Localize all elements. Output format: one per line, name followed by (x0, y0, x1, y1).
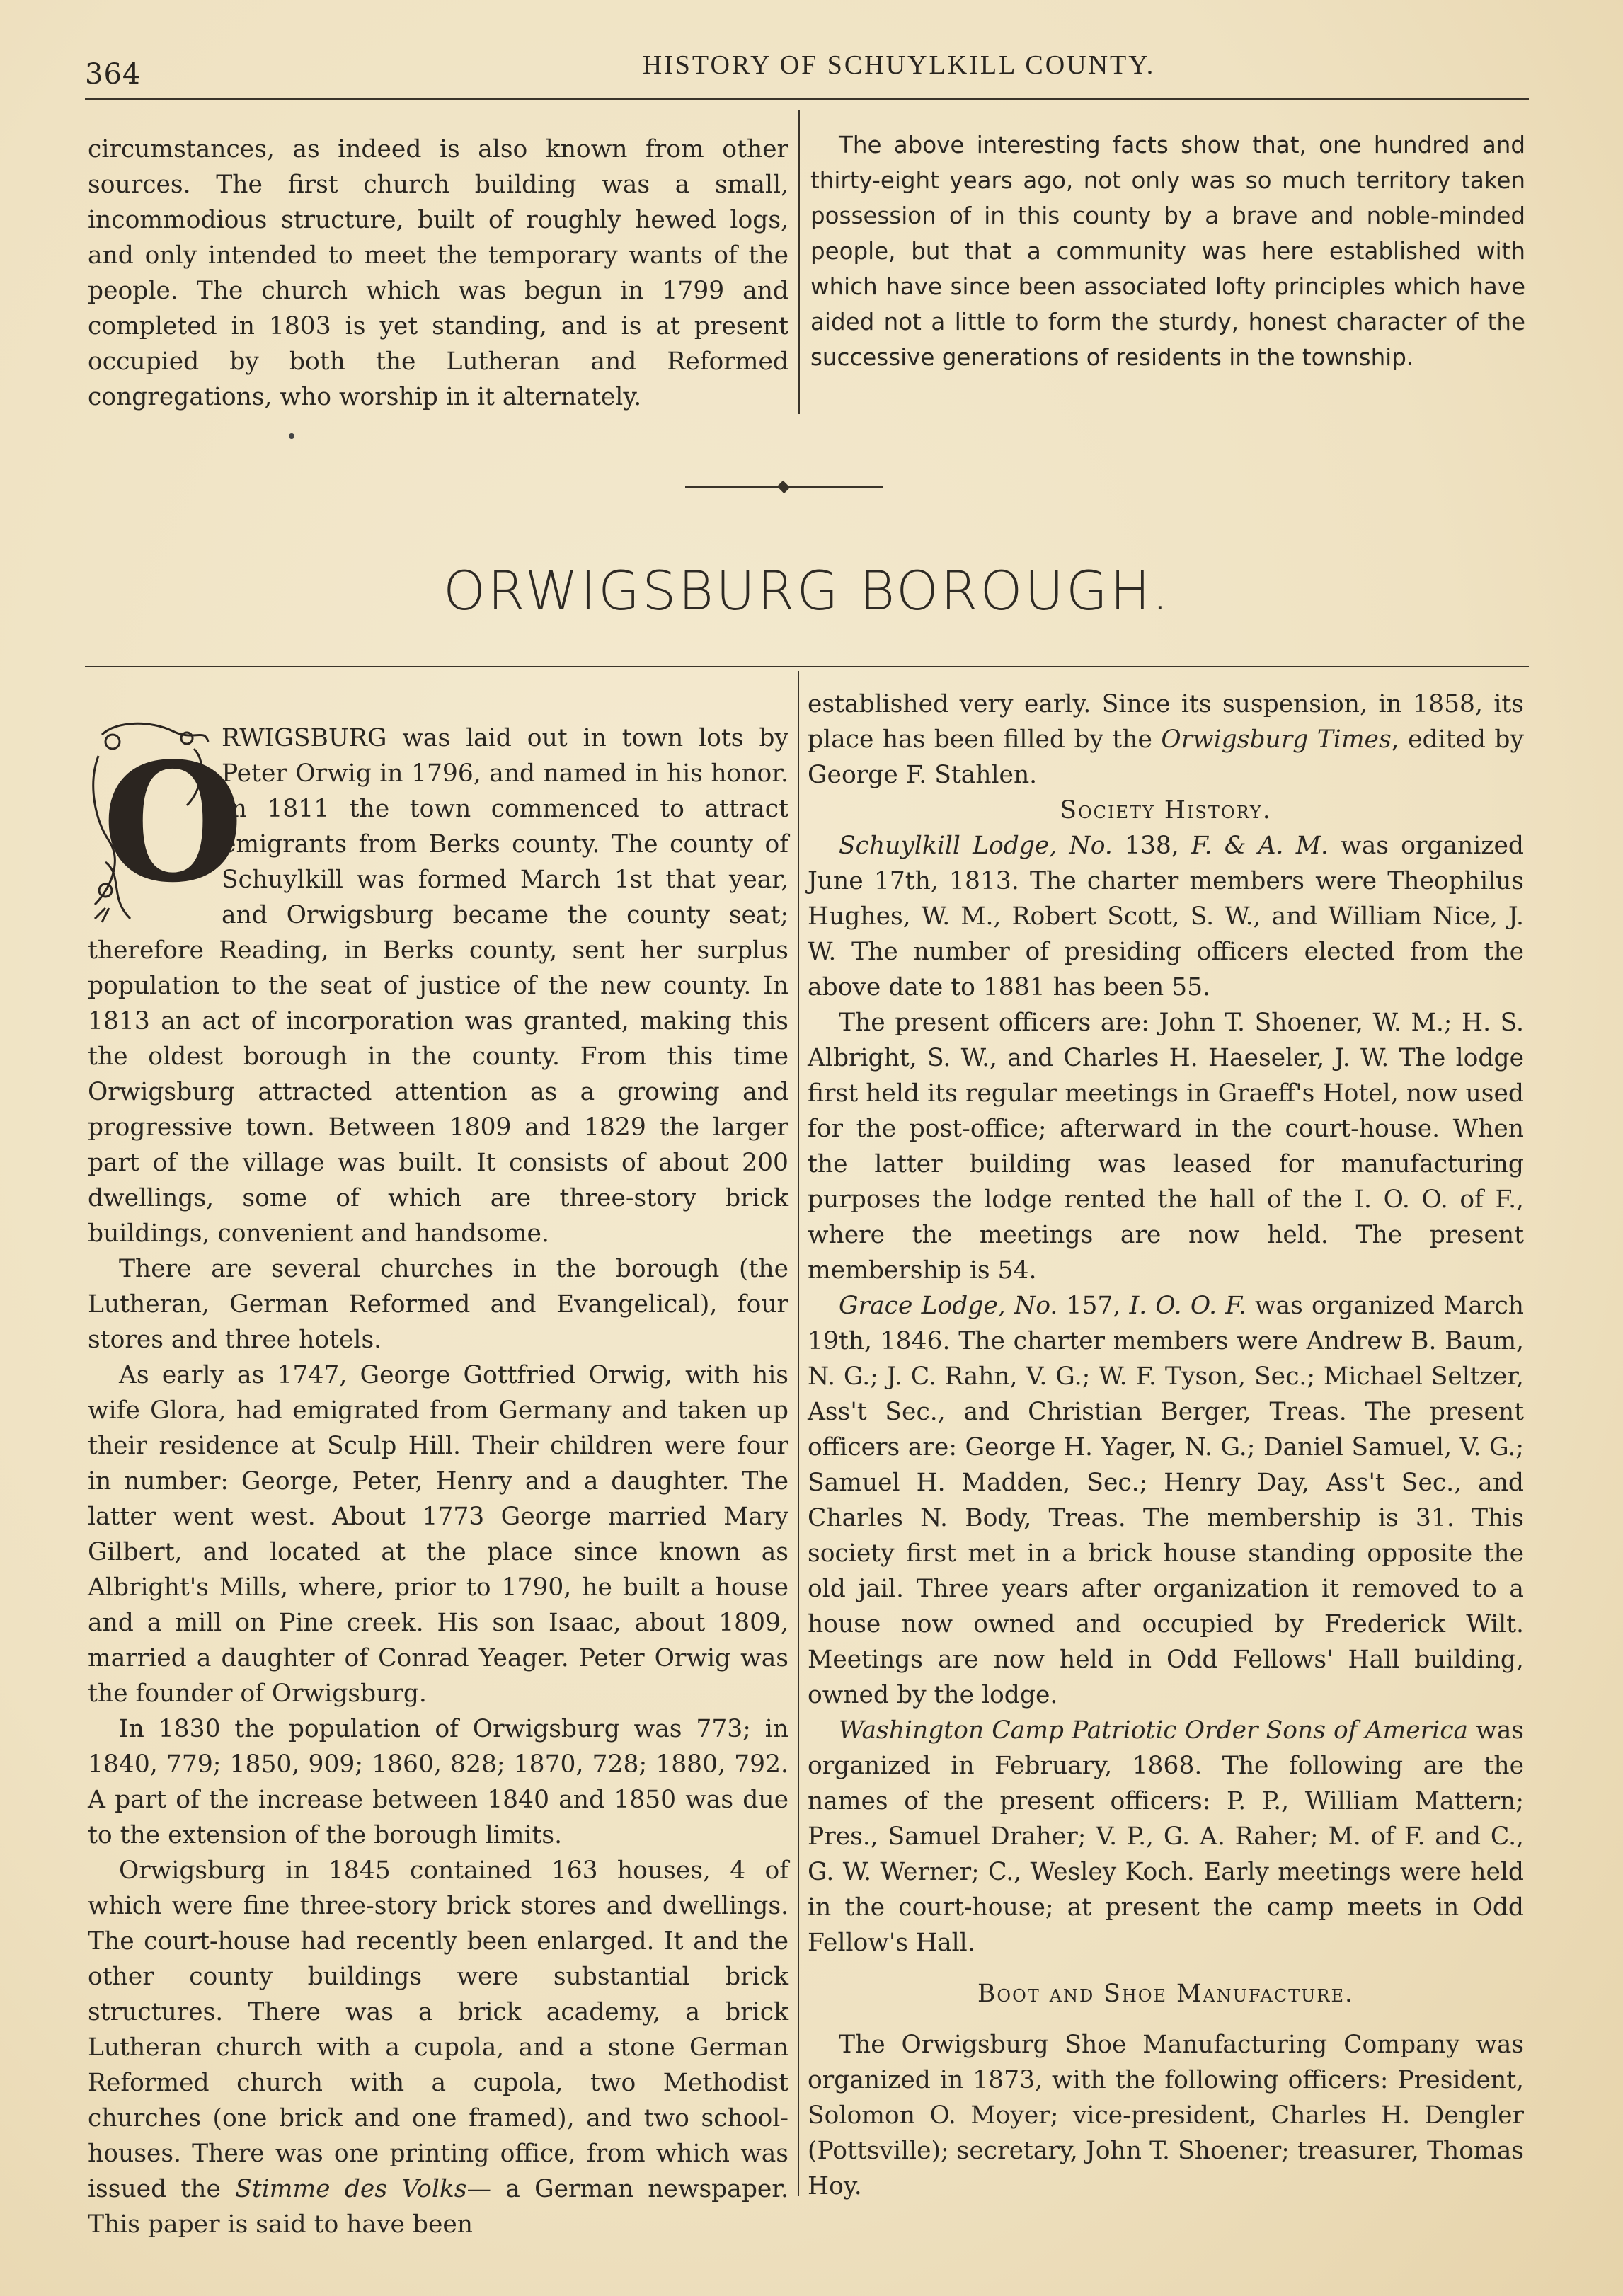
society-history-heading: Society History. (1060, 796, 1272, 825)
text-span: was organized March 19th, 1846. The charter members were Andrew B. Baum, N. G.; J. C. Rahn, V. G.; W. F. Tyson, Sec.; Michael Seltzer, Ass't Sec., and Christian Berger, Treas. The present officers are: George H. Yager, N. G.; Daniel Samuel, V. G.; Samuel H. Madden, Sec.; Henry Day, Ass't Sec., and Charles N. Body, Treas. The membership is 31. This society first met in a brick house standing opposite the old jail. Three years after organization it removed to a house now owned and occupied by Frederick Wilt. Meetings are now held in Odd Fellows' Hall building, owned by the lodge. (808, 1292, 1525, 1709)
camp-name: Washington Camp Patriotic Order Sons of America (839, 1716, 1469, 1745)
ornamental-dropcap (88, 721, 244, 929)
page-number: 364 (85, 58, 142, 91)
dropcap-letter: O (102, 728, 244, 919)
running-title: HISTORY OF SCHUYLKILL COUNTY. (642, 50, 1156, 80)
text-span: 138, (1112, 832, 1192, 860)
left-column (88, 721, 788, 2242)
top-right-paragraph: The above interesting facts show that, one hundred and thirty-eight years ago, not only was so much territory taken possession of in this county by a brave and noble-minded people, but that a community was here established with which have since been associated lofty principles which have aided not a little to form the sturdy, honest character of the successive generations of residents in the township. (810, 132, 1525, 371)
section-rule (85, 666, 1529, 667)
right-column (808, 687, 1524, 2204)
orwig-family-paragraph: As early as 1747, George Gottfried Orwig, with his wife Glora, had emigrated from Germany and taken up their residence at Sculp Hill. Their children were four in number: George, Peter, Henry and a daughter. The latter went west. About 1773 George married Mary Gilbert, and located at the place since known as Albright's Mills, where, prior to 1790, he built a house and a mill on Pine creek. His son Isaac, about 1809, married a daughter of Conrad Yeager. Peter Orwig was the founder of Orwigsburg. (88, 1361, 788, 1708)
intro-paragraph: RWIGSBURG was laid out in town lots by Peter Orwig in 1796, and named in his honor. In 1811 the town commenced to attract emigrants from Berks county. The county of Schuylkill was formed March 1st that year, and Orwigsburg became the county seat; therefore Reading, in Berks county, sent her surplus population to the seat of justice of the new county. In 1813 an act of incorporation was granted, making this the oldest borough in the county. From this time Orwigsburg attracted attention as a growing and progressive town. Between 1809 and 1829 the larger part of the village was built. It consists of about 200 dwellings, some of which are three-story brick buildings, convenient and handsome. (88, 724, 788, 1248)
text-span: was organized June 17th, 1813. The charter members were Theophilus Hughes, W. M., Robert Scott, S. W., and William Nice, J. W. The number of presiding officers elected from the above date to 1881 has been 55. (808, 832, 1524, 1001)
lodge-order: F. & A. M. (1191, 832, 1329, 860)
newspaper-name: Stimme des Volks (235, 2175, 467, 2203)
top-column-rule (798, 110, 800, 414)
washington-camp-paragraph (808, 1713, 1524, 1961)
times-paragraph (808, 687, 1524, 793)
eighteen-forty-five-paragraph (88, 1853, 788, 2242)
top-left-column (88, 132, 788, 415)
text-span: 157, (1057, 1292, 1130, 1320)
ink-speck (289, 433, 294, 439)
boot-shoe-heading: Boot and Shoe Manufacture. (977, 1980, 1354, 2008)
lodge-name: Schuylkill Lodge, No. (839, 832, 1113, 860)
divider-ornament (777, 481, 790, 493)
newspaper-name: Orwigsburg Times (1161, 725, 1392, 754)
section-title: ORWIGSBURG BOROUGH. (443, 559, 1171, 622)
schuylkill-lodge-paragraph (808, 828, 1524, 1005)
lodge-name: Grace Lodge, No. (839, 1292, 1058, 1320)
population-paragraph: In 1830 the population of Orwigsburg was 773; in 1840, 779; 1850, 909; 1860, 828; 1870, 728; 1880, 792. A part of the increase between 1840 and 1850 was due to the extension of the borough limits. (88, 1715, 788, 1849)
text-span: established very early. Since its suspension, in 1858, its place has been filled by the (808, 690, 1524, 754)
text-span: Orwigsburg in 1845 contained 163 houses, 4 of which were fine three-story brick stores and dwellings. The court-house had recently been enlarged. It and the other county buildings were substantial brick structures. There was a brick academy, a brick Lutheran church with a cupola, and a stone German Reformed church with a cupola, two Methodist churches (one brick and one framed), and two school-houses. There was one printing office, from which was issued the (88, 1856, 788, 2203)
top-right-column (810, 127, 1525, 375)
churches-paragraph: There are several churches in the borough (the Lutheran, German Reformed and Evangelical), four stores and three hotels. (88, 1255, 788, 1354)
main-column-rule (798, 671, 799, 2196)
lodge-officers-paragraph: The present officers are: John T. Shoener, W. M.; H. S. Albright, S. W., and Charles H. Haeseler, J. W. The lodge first held its regular meetings in Graeff's Hotel, now used for the post-office; afterward in the court-house. When the latter building was leased for manufacturing purposes the lodge rented the hall of the I. O. O. of F., where the meetings are now held. The present membership is 54. (808, 1009, 1524, 1285)
grace-lodge-paragraph (808, 1288, 1524, 1713)
header-rule (85, 98, 1529, 100)
shoe-company-paragraph: The Orwigsburg Shoe Manufacturing Company was organized in 1873, with the following officers: President, Solomon O. Moyer; vice-president, Charles H. Dengler (Pottsville); secretary, John T. Shoener; treasurer, Thomas Hoy. (808, 2031, 1524, 2200)
top-left-paragraph: circumstances, as indeed is also known from other sources. The first church building was a small, incommodious structure, built of roughly hewed logs, and only intended to meet the temporary wants of the people. The church which was begun in 1799 and completed in 1803 is yet standing, and is at present occupied by both the Lutheran and Reformed congregations, who worship in it alternately. (88, 135, 788, 411)
text-span: , edited by George F. Stahlen. (808, 725, 1525, 789)
lodge-order: I. O. O. F. (1129, 1292, 1246, 1320)
text-span: — a German newspaper. This paper is said to have been (88, 2175, 789, 2239)
text-span: was organized in February, 1868. The following are the names of the present officers: P. P., William Mattern; Pres., Samuel Draher; V. P., G. A. Raher; M. of F. and C., G. W. Werner; C., Wesley Koch. Early meetings were held in the court-house; at present the camp meets in Odd Fellow's Hall. (808, 1716, 1524, 1957)
